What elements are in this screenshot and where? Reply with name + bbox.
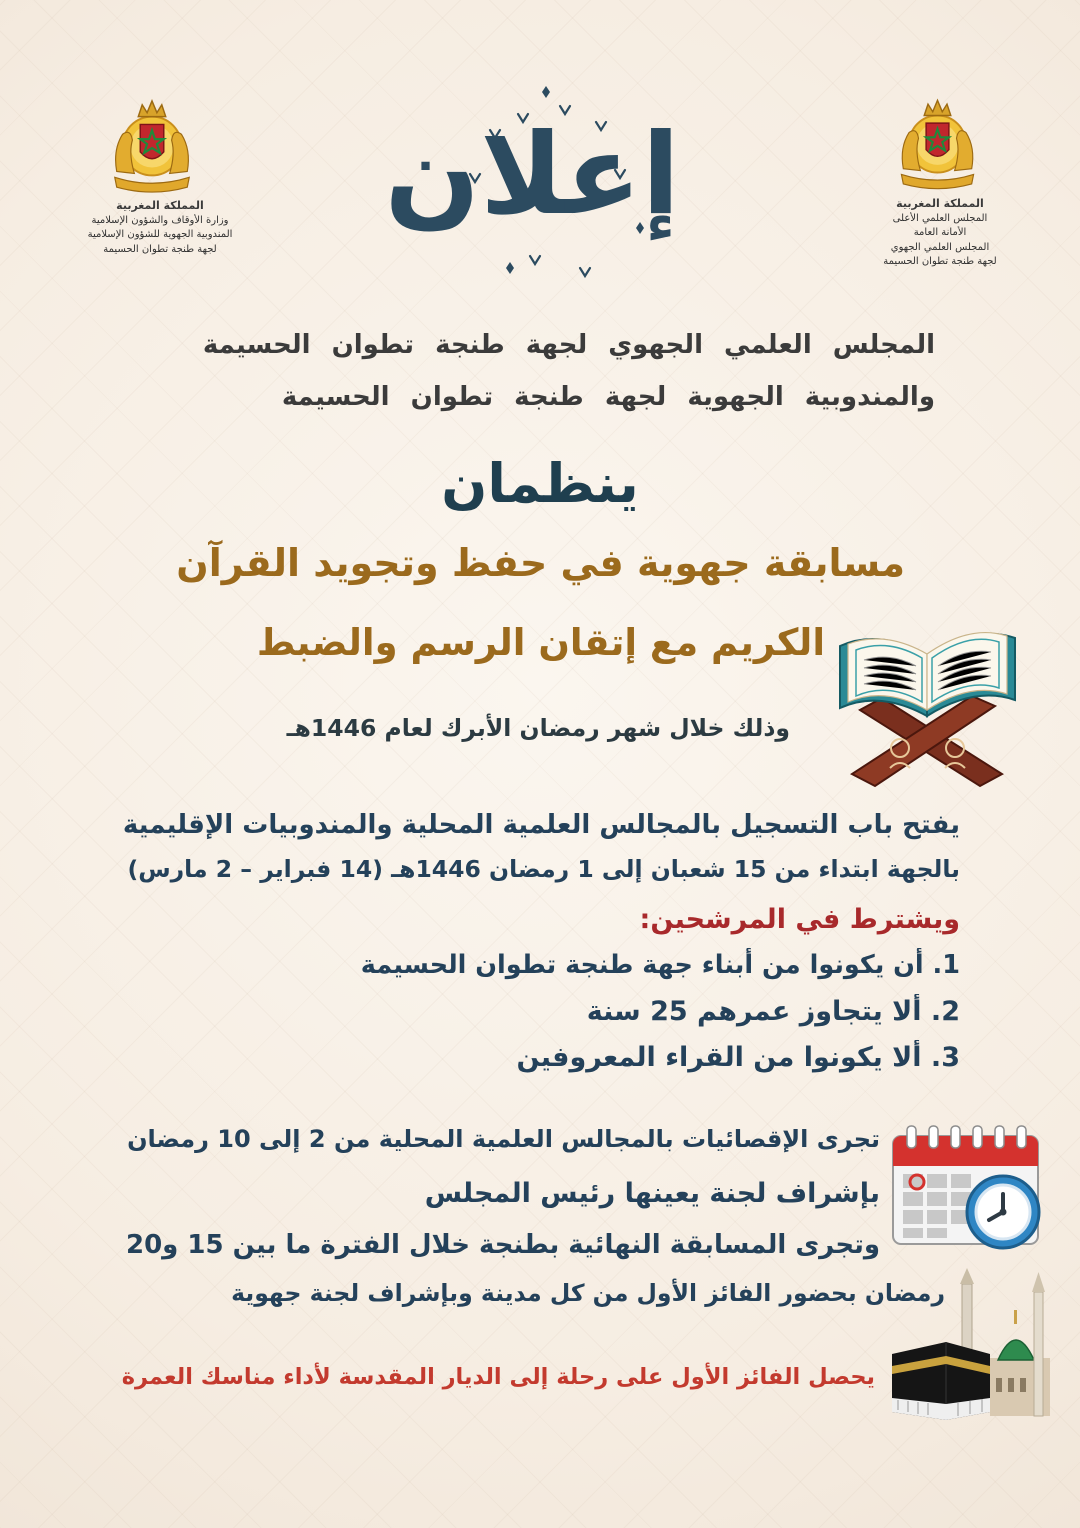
caption-line: المجلس العلمي الأعلى: [892, 212, 988, 224]
emblem-ribbon: [115, 177, 189, 192]
left-coat-of-arms-icon: [103, 95, 201, 197]
conditions-heading: ويشترط في المرشحين:: [639, 904, 960, 935]
caption-line: المندوبية الجهوية للشؤون الإسلامية: [87, 229, 233, 241]
caption-line: الأمانة العامة: [913, 227, 967, 239]
organize-verb: ينظمان: [441, 452, 639, 515]
condition-item-3: 3. ألا يكونوا من القراء المعروفين: [516, 1042, 960, 1073]
schedule-line-3: وتجرى المسابقة النهائية بطنجة خلال الفترة ما بين 15 و20: [125, 1230, 880, 1260]
announcement-title: إعلان: [384, 110, 680, 240]
caption-line: لجهة طنجة تطوان الحسيمة: [103, 243, 217, 255]
calendar-clock-icon: [885, 1120, 1055, 1250]
schedule-line-2: بإشراف لجنة يعينها رئيس المجلس: [424, 1178, 880, 1209]
competition-period: وذلك خلال شهر رمضان الأبرك لعام 1446هـ: [286, 714, 790, 742]
kaaba: [892, 1342, 990, 1420]
emblem-ribbon: [901, 174, 973, 188]
mosque: [990, 1272, 1050, 1416]
schedule-line-1: تجرى الإقصائيات بالمجالس العلمية المحلية من 2 إلى 10 رمضان: [127, 1125, 880, 1153]
caption-line: المملكة المغربية: [896, 197, 984, 210]
registration-line-1: يفتح باب التسجيل بالمجالس العلمية المحلية والمندوبيات الإقليمية: [122, 810, 960, 840]
emblem-crown: [924, 100, 951, 115]
left-emblem-caption: [80, 198, 240, 257]
caption-line: المملكة المغربية: [116, 199, 204, 212]
right-emblem-caption: [865, 196, 1015, 270]
clock: [967, 1176, 1039, 1248]
organizer-line-2: والمندوبية الجهوية لجهة طنجة تطوان الحسيمة: [281, 382, 935, 412]
caption-line: وزارة الأوقاف والشؤون الإسلامية: [91, 214, 229, 226]
organizer-line-1: المجلس العلمي الجهوي لجهة طنجة تطوان الحسيمة: [202, 330, 935, 360]
condition-item-2: 2. ألا يتجاوز عمرهم 25 سنة: [586, 996, 960, 1027]
registration-line-2: بالجهة ابتداء من 15 شعبان إلى 1 رمضان 1446هـ (14 فبراير – 2 مارس): [127, 855, 960, 883]
announcement-title-block: [384, 78, 680, 303]
caption-line: المجلس العلمي الجهوي: [890, 241, 990, 253]
competition-title-line-2: الكريم مع إتقان الرسم والضبط: [256, 621, 825, 664]
competition-title-line-1: مسابقة جهوية في حفظ وتجويد القرآن: [176, 541, 905, 585]
quran-on-stand-icon: [830, 598, 1025, 790]
schedule-line-4: رمضان بحضور الفائز الأول من كل مدينة وبإشراف لجنة جهوية: [231, 1279, 945, 1307]
emblem-crown: [138, 101, 165, 117]
prize-line: يحصل الفائز الأول على رحلة إلى الديار المقدسة لأداء مناسك العمرة: [121, 1364, 875, 1390]
right-coat-of-arms-icon: [890, 92, 985, 196]
condition-item-1: 1. أن يكونوا من أبناء جهة طنجة تطوان الحسيمة: [360, 950, 960, 980]
caption-line: لجهة طنجة تطوان الحسيمة: [883, 256, 997, 268]
kaaba-mosque-icon: [886, 1268, 1056, 1420]
